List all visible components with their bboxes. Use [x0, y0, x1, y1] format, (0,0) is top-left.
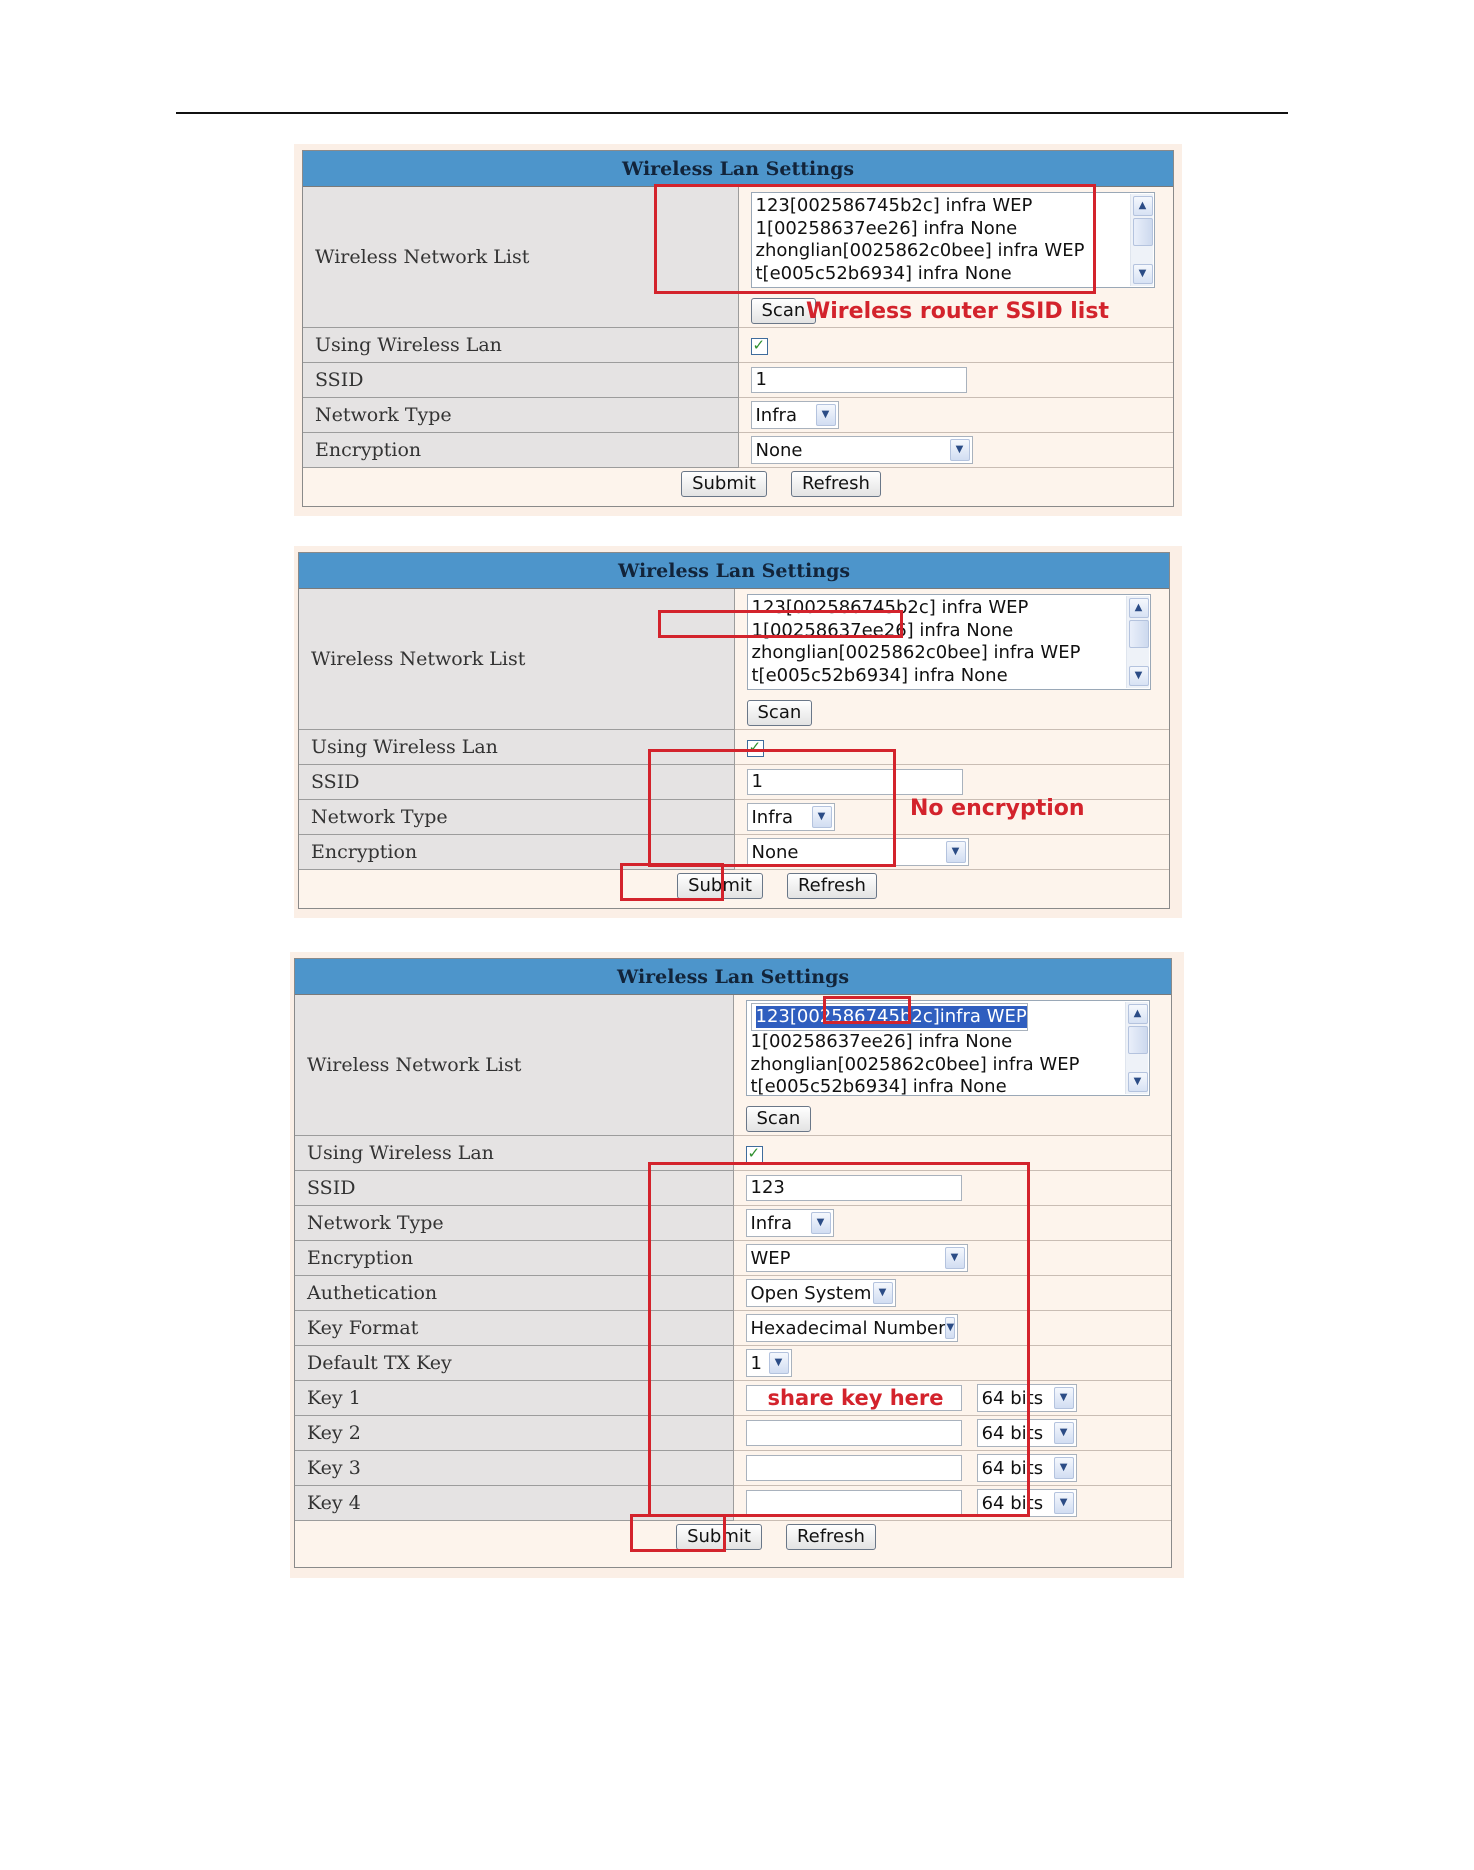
page-top-rule [176, 112, 1288, 114]
network-listbox[interactable] [747, 594, 1151, 690]
selected-ssid-text: 123[002586745b2c] [755, 1005, 940, 1027]
authentication-select[interactable] [746, 1279, 896, 1307]
list-scrollbar[interactable] [1130, 194, 1153, 286]
label-key-format: Key Format [295, 1311, 733, 1346]
panel-title: Wireless Lan Settings [295, 959, 1171, 995]
chevron-down-icon: ▼ [816, 404, 836, 426]
list-scrollbar[interactable] [1126, 596, 1149, 688]
key-1-hint: share key here [767, 1386, 944, 1410]
chevron-down-icon: ▼ [873, 1282, 893, 1304]
key-2-input[interactable] [746, 1420, 962, 1446]
list-item[interactable]: 1[00258637ee26] infra None [750, 1031, 1013, 1052]
key-1-bits-select[interactable] [977, 1384, 1077, 1412]
encryption-select[interactable] [747, 838, 969, 866]
scan-button[interactable]: Scan [746, 1106, 812, 1132]
encryption-value: None [755, 439, 803, 461]
list-item[interactable]: t[e005c52b6934] infra None [750, 1076, 1007, 1096]
label-encryption: Encryption [299, 835, 734, 870]
scan-button[interactable]: Scan [747, 700, 813, 726]
network-listbox[interactable] [746, 1000, 1150, 1096]
ssid-input[interactable]: 123 [746, 1175, 962, 1201]
key-2-bits-value: 64 bits [981, 1422, 1044, 1444]
annotation-no-encryption: No encryption [910, 796, 1085, 821]
list-item[interactable]: zhonglian[0025862c0bee] infra WEP [750, 1053, 1080, 1075]
annotation-ssid-list: Wireless router SSID list [806, 299, 1109, 324]
refresh-button[interactable]: Refresh [787, 873, 877, 899]
key-4-input[interactable] [746, 1490, 962, 1516]
network-type-value: Infra [755, 404, 797, 426]
network-type-select[interactable] [746, 1209, 834, 1237]
list-scrollbar[interactable] [1125, 1002, 1148, 1094]
using-wireless-checkbox[interactable] [751, 338, 768, 355]
network-type-value: Infra [751, 806, 793, 828]
label-using-wireless: Using Wireless Lan [299, 730, 734, 765]
wireless-settings-panel-3 [294, 958, 1172, 1568]
label-network-list: Wireless Network List [303, 187, 738, 328]
label-network-type: Network Type [303, 398, 738, 433]
label-using-wireless: Using Wireless Lan [303, 328, 738, 363]
list-item-selected[interactable] [751, 1003, 1028, 1031]
scan-button[interactable]: Scan [751, 298, 817, 324]
chevron-down-icon: ▼ [1054, 1422, 1074, 1444]
screenshot-1 [294, 144, 1182, 516]
label-network-list: Wireless Network List [295, 995, 733, 1136]
using-wireless-checkbox[interactable] [746, 1146, 763, 1163]
key-1-bits-value: 64 bits [981, 1387, 1044, 1409]
chevron-up-icon[interactable]: ▲ [1129, 598, 1149, 618]
label-authentication: Authetication [295, 1276, 733, 1311]
label-ssid: SSID [295, 1171, 733, 1206]
encryption-value: WEP [750, 1247, 791, 1269]
wireless-settings-panel-2 [298, 552, 1170, 909]
key-2-bits-select[interactable] [977, 1419, 1077, 1447]
key-3-input[interactable] [746, 1455, 962, 1481]
submit-button[interactable]: Submit [677, 873, 763, 899]
label-network-type: Network Type [295, 1206, 733, 1241]
chevron-down-icon: ▼ [769, 1352, 789, 1374]
chevron-down-icon[interactable]: ▼ [1129, 666, 1149, 686]
label-network-list: Wireless Network List [299, 589, 734, 730]
network-type-select[interactable] [747, 803, 835, 831]
key-format-select[interactable] [746, 1314, 958, 1342]
label-encryption: Encryption [303, 433, 738, 468]
key-4-bits-value: 64 bits [981, 1492, 1044, 1514]
encryption-select[interactable] [746, 1244, 968, 1272]
key-3-bits-select[interactable] [977, 1454, 1077, 1482]
panel-title: Wireless Lan Settings [299, 553, 1169, 589]
scroll-thumb[interactable] [1129, 620, 1149, 648]
list-item[interactable]: 123[002586745b2c] infra WEP [751, 597, 1029, 618]
key-4-bits-select[interactable] [977, 1489, 1077, 1517]
refresh-button[interactable]: Refresh [791, 471, 881, 497]
list-item[interactable]: zhonglian[0025862c0bee] infra WEP [755, 240, 1085, 261]
chevron-down-icon[interactable]: ▼ [1128, 1072, 1148, 1092]
label-key-1: Key 1 [295, 1381, 733, 1416]
network-type-value: Infra [750, 1212, 792, 1234]
panel-title: Wireless Lan Settings [303, 151, 1173, 187]
scroll-thumb[interactable] [1133, 218, 1153, 246]
encryption-value: None [751, 841, 799, 863]
label-network-type: Network Type [299, 800, 734, 835]
ssid-input[interactable]: 1 [751, 367, 967, 393]
wireless-settings-panel-1 [302, 150, 1174, 507]
chevron-down-icon: ▼ [1054, 1492, 1074, 1514]
label-using-wireless: Using Wireless Lan [295, 1136, 733, 1171]
chevron-down-icon[interactable]: ▼ [1133, 264, 1153, 284]
label-ssid: SSID [303, 363, 738, 398]
list-item[interactable]: t[e005c52b6934] infra None [751, 664, 1008, 686]
scroll-thumb[interactable] [1128, 1026, 1148, 1054]
chevron-down-icon: ▼ [812, 806, 832, 828]
network-listbox[interactable] [751, 192, 1155, 288]
chevron-down-icon: ▼ [1054, 1457, 1074, 1479]
selected-ssid-type: infra WEP [939, 1005, 1027, 1027]
default-tx-key-value: 1 [750, 1352, 762, 1374]
authentication-value: Open System [750, 1282, 872, 1304]
list-item[interactable]: 1[00258637ee26] infra None [751, 619, 1014, 641]
chevron-down-icon: ▼ [945, 1247, 965, 1269]
chevron-down-icon: ▼ [945, 1317, 955, 1339]
chevron-up-icon[interactable]: ▲ [1133, 196, 1153, 216]
list-item[interactable]: 123[002586745b2c] infra WEP [755, 195, 1033, 216]
submit-button[interactable]: Submit [676, 1524, 762, 1550]
refresh-button[interactable]: Refresh [786, 1524, 876, 1550]
encryption-select[interactable] [751, 436, 973, 464]
key-3-bits-value: 64 bits [981, 1457, 1044, 1479]
list-item[interactable]: 1[00258637ee26] infra None [755, 217, 1018, 239]
chevron-down-icon: ▼ [950, 439, 970, 461]
label-encryption: Encryption [295, 1241, 733, 1276]
network-type-select[interactable] [751, 401, 839, 429]
list-item[interactable]: zhonglian[0025862c0bee] infra WEP [751, 642, 1081, 663]
list-item[interactable]: t[e005c52b6934] infra None [755, 262, 1012, 284]
chevron-down-icon: ▼ [811, 1212, 831, 1234]
chevron-up-icon[interactable]: ▲ [1128, 1004, 1148, 1024]
submit-button[interactable]: Submit [681, 471, 767, 497]
using-wireless-checkbox[interactable] [747, 740, 764, 757]
label-default-tx-key: Default TX Key [295, 1346, 733, 1381]
label-ssid: SSID [299, 765, 734, 800]
default-tx-key-select[interactable] [746, 1349, 792, 1377]
screenshot-3 [290, 952, 1184, 1578]
screenshot-2 [294, 546, 1182, 918]
key-1-input[interactable] [746, 1385, 962, 1411]
label-key-3: Key 3 [295, 1451, 733, 1486]
chevron-down-icon: ▼ [946, 841, 966, 863]
label-key-2: Key 2 [295, 1416, 733, 1451]
key-format-value: Hexadecimal Number [750, 1317, 946, 1339]
label-key-4: Key 4 [295, 1486, 733, 1521]
chevron-down-icon: ▼ [1054, 1387, 1074, 1409]
ssid-input[interactable]: 1 [747, 769, 963, 795]
